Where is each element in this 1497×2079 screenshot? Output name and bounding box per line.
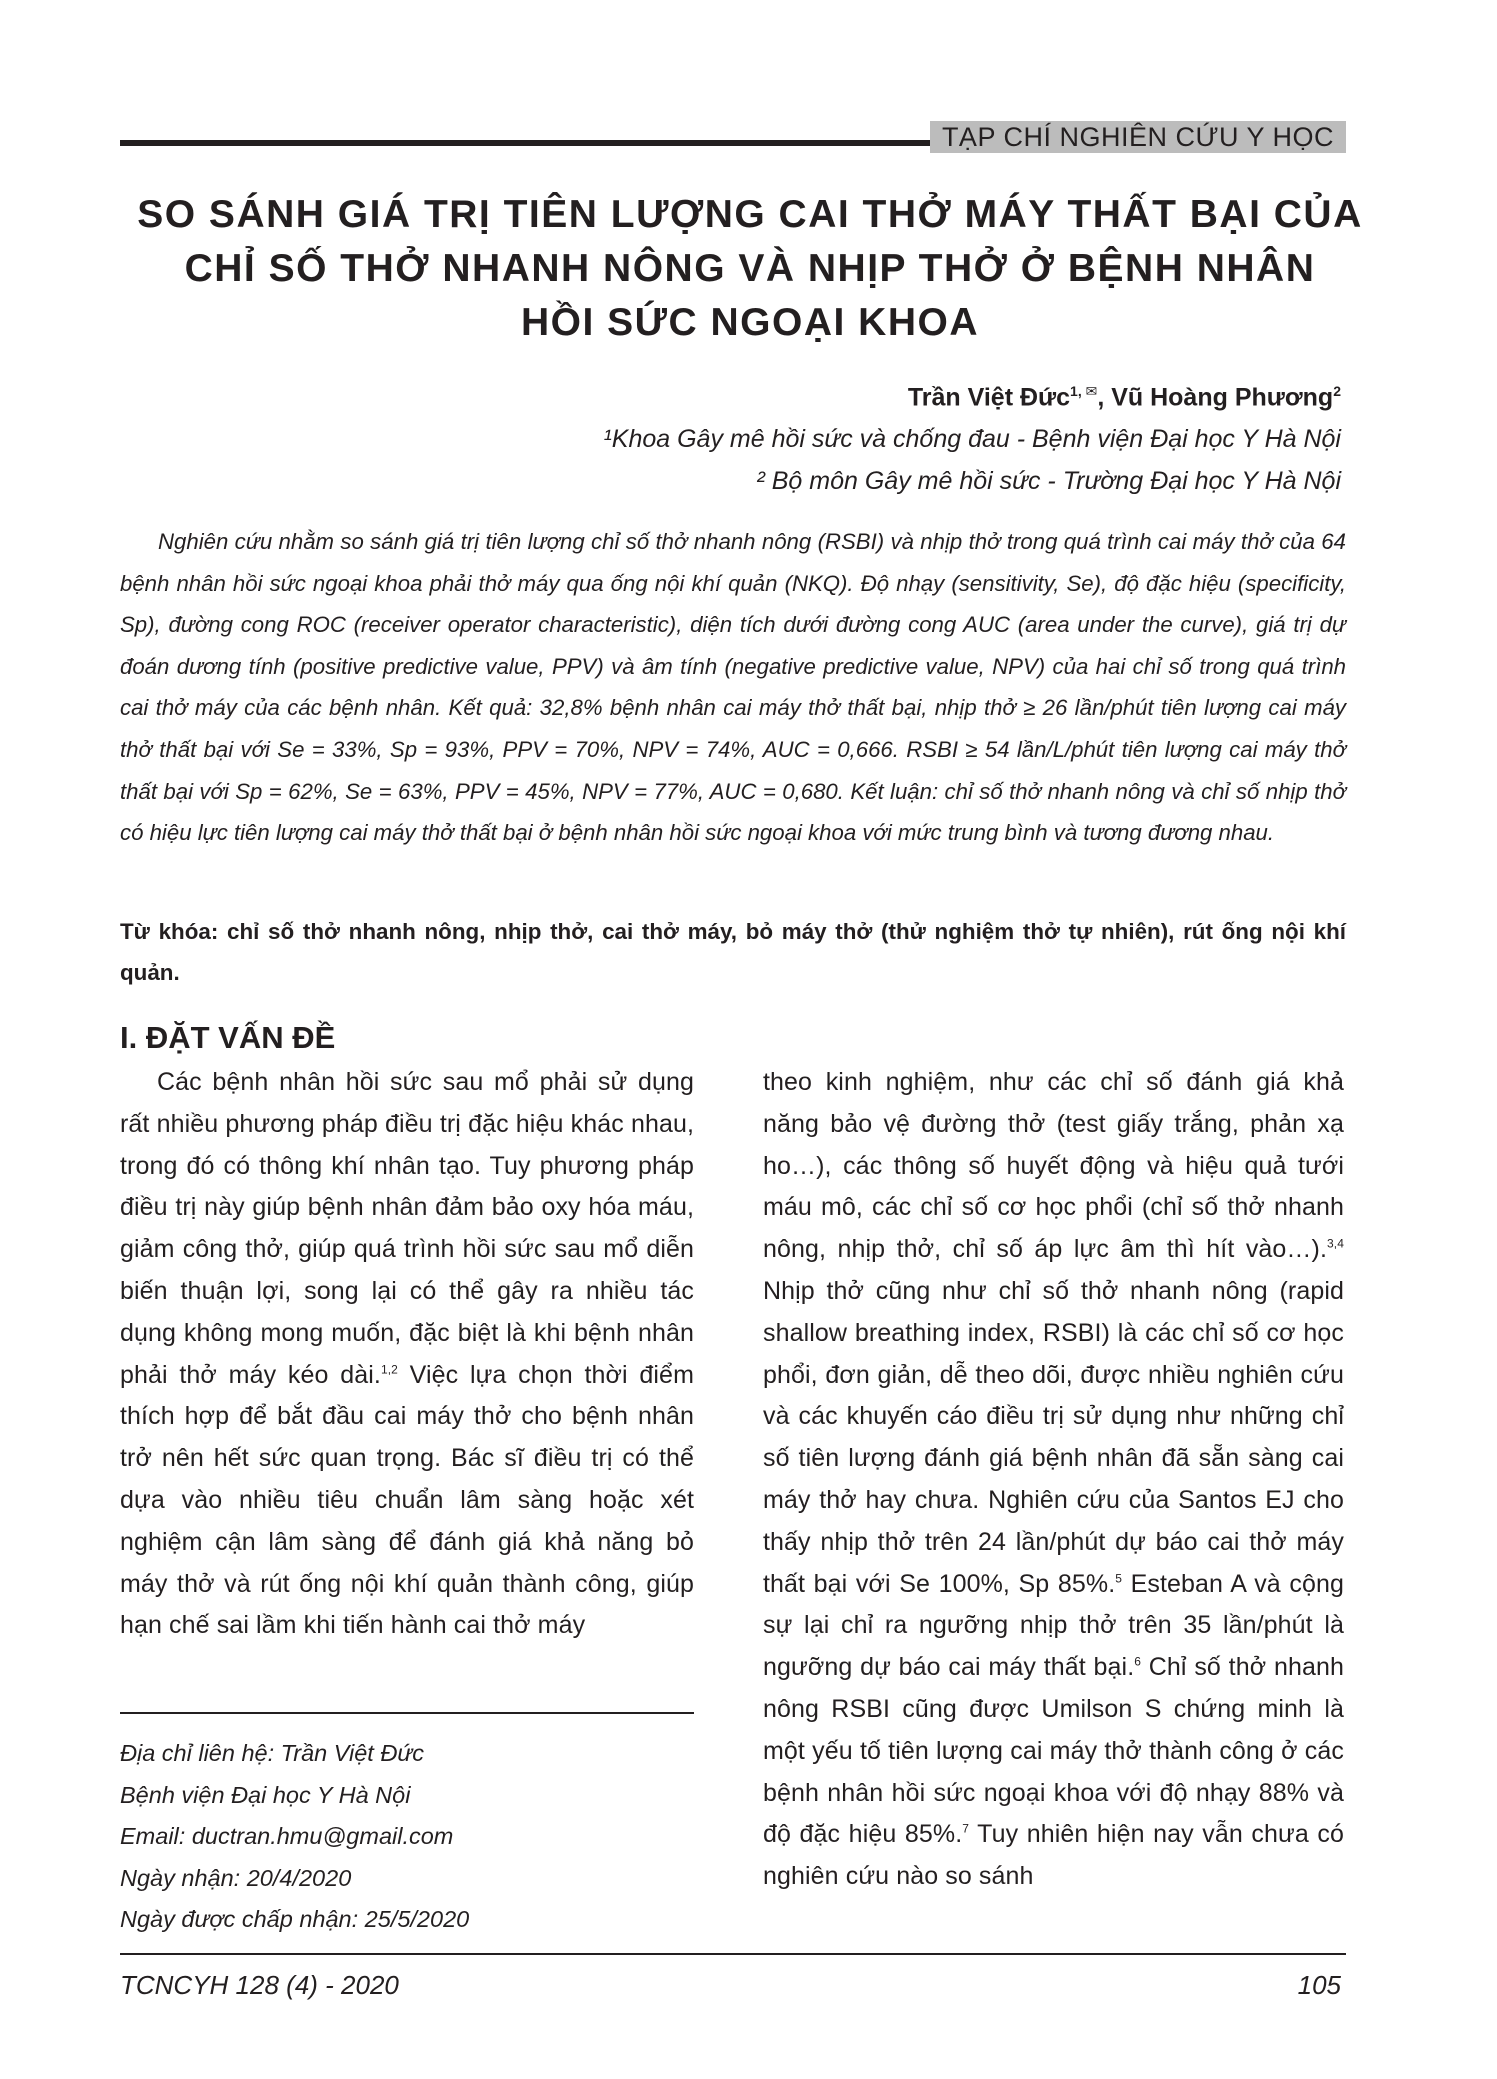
citation-ref: 5 <box>1115 1571 1123 1586</box>
contact-email[interactable]: Email: ductran.hmu@gmail.com <box>120 1823 454 1849</box>
keywords: Từ khóa: chỉ số thở nhanh nông, nhịp thở, cai thở máy, bỏ máy thở (thử nghiệm thở tự nhiên), rút ống nội khí quản. <box>120 919 1346 985</box>
body-column-right <box>763 1062 1344 1898</box>
footnote-rule <box>120 1712 694 1714</box>
article-title <box>100 188 1400 350</box>
body-text: theo kinh nghiệm, như các chỉ số đánh giá khả năng bảo vệ đường thở (test giấy trắng, phản xạ ho…), các thông số huyết động và hiệu quả tưới máu mô, các chỉ số cơ học phổi (chỉ số thở nhanh nông, nhịp thở, chỉ số áp lực âm thì hít vào…). <box>763 1068 1344 1264</box>
title-line-1: SO SÁNH GIÁ TRỊ TIÊN LƯỢNG CAI THỞ MÁY THẤT BẠI CỦA <box>137 193 1363 236</box>
page-number: 105 <box>1297 1970 1341 2000</box>
title-line-2: CHỈ SỐ THỞ NHANH NÔNG VÀ NHỊP THỞ Ở BỆNH NHÂN <box>184 247 1316 290</box>
author-1-marker: 1, ✉ <box>1070 383 1098 399</box>
body-column-left <box>120 1062 694 1647</box>
abstract: Nghiên cứu nhằm so sánh giá trị tiên lượng chỉ số thở nhanh nông (RSBI) và nhịp thở trong quá trình cai máy thở của 64 bệnh nhân hồi sức ngoại khoa phải thở máy qua ống nội khí quản (NKQ). Độ nhạy (sensitivity, Se), độ đặc hiệu (specificity, Sp), đường cong ROC (receiver operator characteristic), diện tích dưới đường cong AUC (area under the curve), giá trị dự đoán dương tính (positive predictive value, PPV) và âm tính (negative predictive value, NPV) của hai chỉ số trong quá trình cai thở máy của các bệnh nhân. Kết quả: 32,8% bệnh nhân cai máy thở thất bại, nhịp thở ≥ 26 lần/phút tiên lượng cai máy thở thất bại với Se = 33%, Sp = 93%, PPV = 70%, NPV = 74%, AUC = 0,666. RSBI ≥ 54 lần/L/phút tiên lượng cai máy thở thất bại với Sp = 62%, Se = 63%, PPV = 45%, NPV = 77%, AUC = 0,680. Kết luận: chỉ số thở nhanh nông và chỉ số nhịp thở có hiệu lực tiên lượng cai máy thở thất bại ở bệnh nhân hồi sức ngoại khoa với mức trung bình và tương đương nhau. <box>120 529 1346 846</box>
author-2-marker: 2 <box>1333 383 1341 399</box>
body-text: Việc lựa chọn thời điểm thích hợp để bắt đầu cai máy thở cho bệnh nhân trở nên hết sức quan trọng. Bác sĩ điều trị có thể dựa vào nhiều tiêu chuẩn lâm sàng hoặc xét nghiệm cận lâm sàng để đánh giá khả năng bỏ máy thở và rút ống nội khí quản thành công, giúp hạn chế sai lầm khi tiến hành cai thở máy <box>120 1360 694 1640</box>
section-heading: I. ĐẶT VẤN ĐỀ <box>120 1020 336 1055</box>
citation-ref: 1,2 <box>380 1362 398 1377</box>
body-text: Nhịp thở cũng như chỉ số thở nhanh nông (rapid shallow breathing index, RSBI) là các chỉ số cơ học phổi, đơn giản, dễ theo dõi, được nhiều nghiên cứu và các khuyến cáo điều trị sử dụng như những chỉ số tiên lượng đánh giá bệnh nhân đã sẵn sàng cai máy thở hay chưa. Nghiên cứu của Santos EJ cho thấy nhịp thở trên 24 lần/phút dự báo cai thở máy thất bại với Se 100%, Sp 85%. <box>763 1276 1344 1598</box>
accepted-date: Ngày được chấp nhận: 25/5/2020 <box>120 1906 470 1932</box>
contact-footnote <box>120 1733 694 1941</box>
body-text: Chỉ số thở nhanh nông RSBI cũng được Umilson S chứng minh là một yếu tố tiên lượng cai máy thở thành công ở các bệnh nhân hồi sức ngoại khoa với độ nhạy 88% và độ đặc hiệu 85%. <box>763 1653 1344 1849</box>
journal-citation: TCNCYH 128 (4) - 2020 <box>120 1970 399 2000</box>
header-rule <box>120 140 940 146</box>
affiliation-1: ¹Khoa Gây mê hồi sức và chống đau - Bệnh viện Đại học Y Hà Nội <box>603 425 1341 453</box>
body-text: Các bệnh nhân hồi sức sau mổ phải sử dụng rất nhiều phương pháp điều trị đặc hiệu khác nhau, trong đó có thông khí nhân tạo. Tuy phương pháp điều trị này giúp bệnh nhân đảm bảo oxy hóa máu, giảm công thở, giúp quá trình hồi sức sau mổ diễn biến thuận lợi, song lại có thể gây ra nhiều tác dụng không mong muốn, đặc biệt là khi bệnh nhân phải thở máy kéo dài. <box>120 1068 694 1389</box>
author-2: , Vũ Hoàng Phương <box>1097 383 1334 412</box>
citation-ref: 3,4 <box>1327 1236 1344 1251</box>
journal-name: TẠP CHÍ NGHIÊN CỨU Y HỌC <box>930 121 1346 153</box>
contact-line: Địa chỉ liên hệ: Trần Việt Đức <box>120 1740 424 1766</box>
footer-rule <box>120 1953 1346 1955</box>
body-text: Esteban A và cộng sự lại chỉ ra ngưỡng nhịp thở trên 35 lần/phút là ngưỡng dự báo cai máy thất bại. <box>763 1569 1344 1682</box>
contact-line: Bệnh viện Đại học Y Hà Nội <box>120 1781 411 1808</box>
affiliation-2: ² Bộ môn Gây mê hồi sức - Trường Đại học Y Hà Nội <box>756 467 1341 495</box>
author-1: Trần Việt Đức <box>907 383 1071 412</box>
citation-ref: 6 <box>1134 1654 1142 1669</box>
author-list <box>908 375 1341 413</box>
title-line-3: HỒI SỨC NGOẠI KHOA <box>520 301 980 344</box>
body-text: Tuy nhiên hiện nay vẫn chưa có nghiên cứu nào so sánh <box>763 1820 1344 1891</box>
citation-ref: 7 <box>962 1822 970 1837</box>
received-date: Ngày nhận: 20/4/2020 <box>120 1864 352 1891</box>
